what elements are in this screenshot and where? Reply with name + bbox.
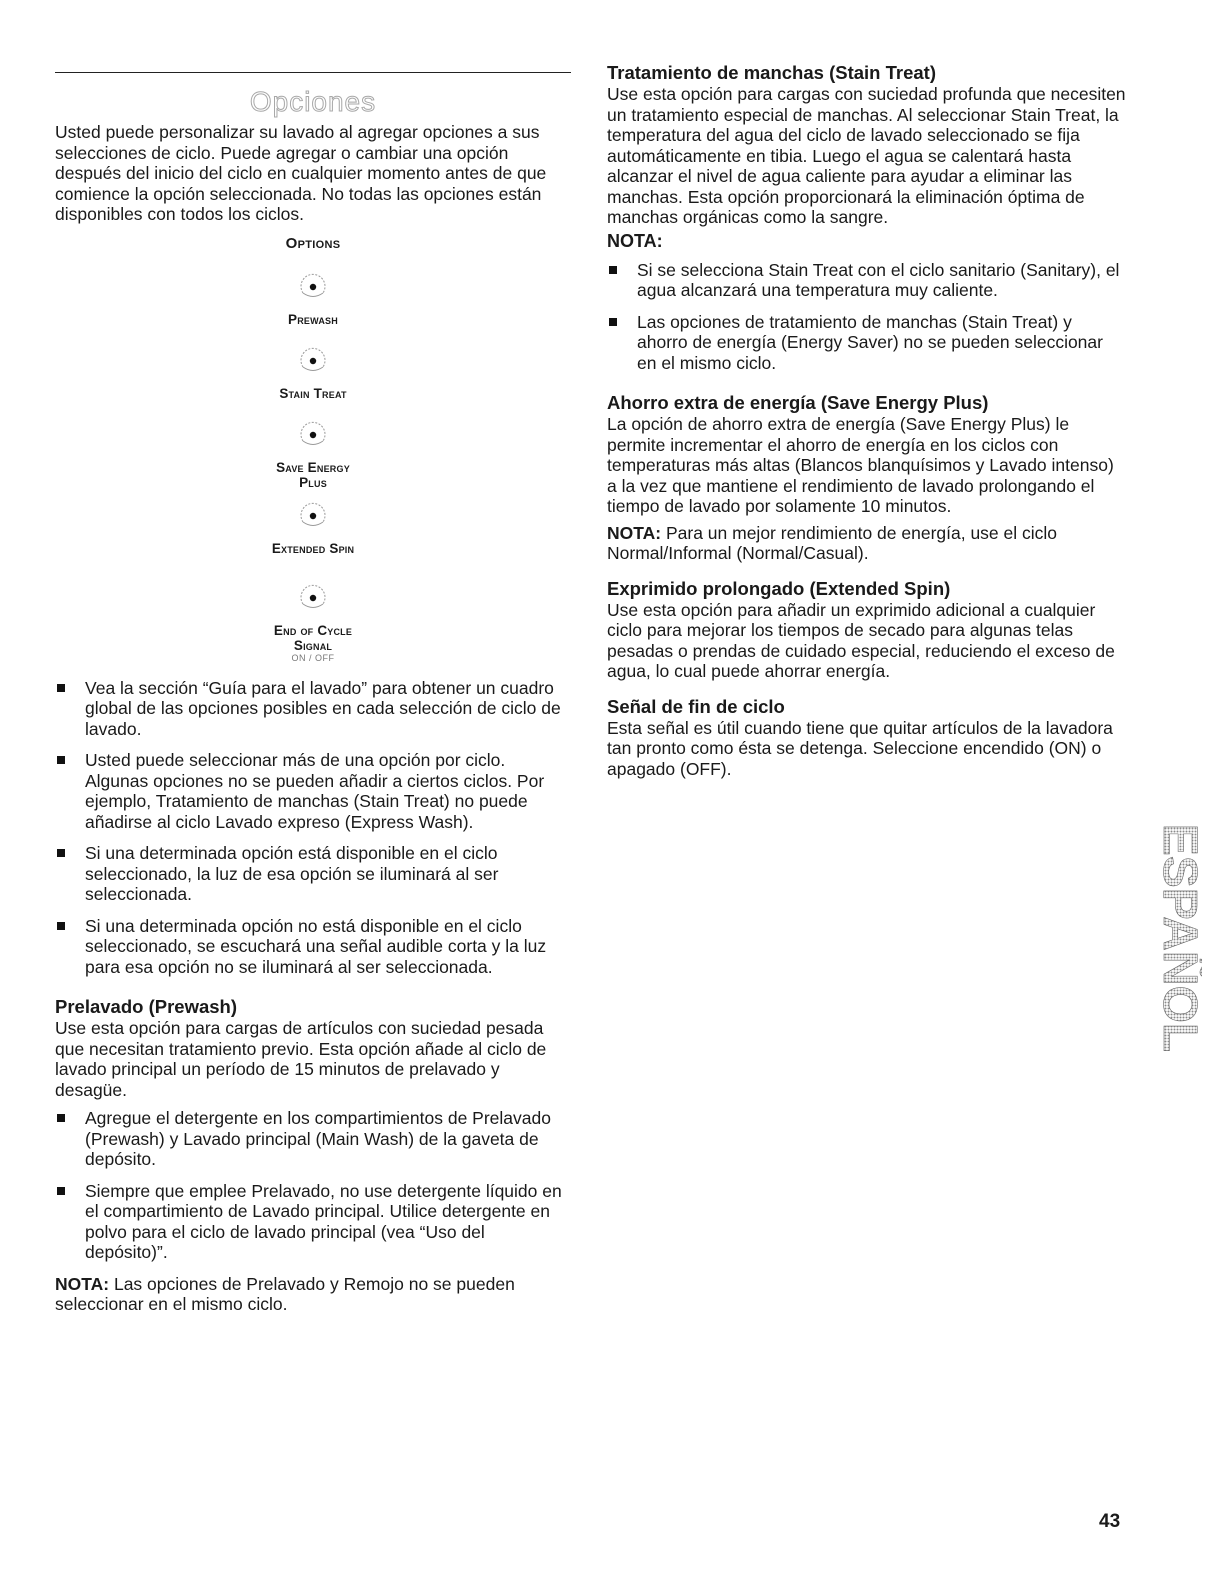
side-tab-text: ESPAÑOL (1153, 823, 1202, 1053)
left-column (55, 86, 571, 1315)
save-energy-heading: Ahorro extra de energía (Save Energy Plus) (607, 392, 989, 413)
note-text: Para un mejor rendimiento de energía, use el ciclo Normal/Informal (Normal/Casual). (607, 522, 1058, 563)
list-item-text: Siempre que emplee Prelavado, no use detergente líquido en el compartimiento de Lavado principal. Utilice detergente en polvo para el ciclo de lavado principal (vea “Uso del depósito)”. (85, 1180, 562, 1262)
option-label-stain-treat: Stain Treat (279, 385, 347, 401)
save-energy-note (607, 523, 1127, 564)
option-label-end-of-cycle-line2: Signal (293, 637, 333, 653)
option-end-of-cycle-signal (55, 578, 571, 664)
language-side-tab (1146, 818, 1202, 1058)
list-item-text: Las opciones de tratamiento de manchas (Stain Treat) y ahorro de energía (Energy Saver) no se pueden seleccionar en el mismo ciclo. (637, 311, 1103, 373)
bullet-square-icon (609, 266, 617, 274)
spacer (607, 564, 1127, 578)
option-label-save-energy-line2: Plus (299, 474, 327, 490)
option-save-energy-plus (55, 415, 571, 490)
list-item (55, 1181, 571, 1263)
options-panel-title: Options (285, 234, 341, 252)
bullet-square-icon (609, 318, 617, 326)
stain-note-heading: NOTA: (607, 230, 663, 251)
option-label-extended-spin: Extended Spin (271, 540, 355, 556)
spacer (607, 682, 1127, 696)
option-extended-spin (55, 496, 571, 556)
section-title: Opciones (249, 86, 377, 117)
prewash-body: Use esta opción para cargas de artículos con suciedad pesada que necesitan tratamiento previo. Esta opción añade al ciclo de lavado principal un período de 15 minutos de prelavado y desagüe. (55, 1018, 547, 1100)
note-label: NOTA: (607, 522, 662, 543)
prewash-button-icon (293, 267, 333, 307)
extended-spin-body: Use esta opción para añadir un exprimido adicional a cualquier ciclo para mejorar los tiempos de secado para algunas telas pesadas o prendas de cuidado especial, reduciendo el exceso de agua, lo cual puede ahorrar energía. (607, 599, 1115, 681)
option-stain-treat (55, 341, 571, 401)
note-text: Las opciones de Prelavado y Remojo no se pueden seleccionar en el mismo ciclo. (55, 1273, 515, 1314)
list-item (55, 1108, 571, 1170)
stain-treat-heading: Tratamiento de manchas (Stain Treat) (607, 62, 936, 83)
list-item (55, 916, 571, 978)
option-label-save-energy: Save Energy (276, 459, 350, 475)
options-bullet-list (55, 678, 571, 978)
bullet-square-icon (57, 922, 65, 930)
spacer (607, 384, 1127, 392)
prewash-heading: Prelavado (Prewash) (55, 996, 237, 1017)
list-item (55, 750, 571, 832)
stain-treat-body: Use esta opción para cargas con suciedad profunda que necesiten un tratamiento especial de manchas. Al seleccionar Stain Treat, la temperatura del agua del ciclo de lavado seleccionado se fija automáticamente en tibia. Luego el agua se calentará hasta alcanzar el nivel de agua caliente para ayudar a eliminar las manchas. Esta opción proporcionará la eliminación óptima de manchas orgánicas como la sangre. (607, 84, 1126, 227)
option-prewash (55, 267, 571, 327)
save-energy-body: La opción de ahorro extra de energía (Save Energy Plus) le permite incrementar el ahorro de energía en los ciclos con temperaturas más altas (Blancos blanquísimos y Lavado intenso) a la vez que mantiene el rendimiento de lavado prolongando el tiempo de lavado por solamente 10 minutos. (607, 414, 1114, 516)
extended-spin-heading: Exprimido prolongado (Extended Spin) (607, 577, 951, 599)
extended-spin-button-icon (293, 496, 333, 536)
page-number: 43 (1099, 1511, 1121, 1532)
option-label-end-of-cycle: End of Cycle (273, 622, 353, 638)
bullet-square-icon (57, 684, 65, 692)
right-column (607, 62, 1127, 779)
list-item (55, 678, 571, 740)
end-of-cycle-button-icon (293, 578, 333, 618)
bullet-square-icon (57, 756, 65, 764)
save-energy-button-icon (293, 415, 333, 455)
bullet-square-icon (57, 1187, 65, 1195)
prewash-note (55, 1274, 571, 1315)
list-item (607, 312, 1127, 374)
list-item-text: Vea la sección “Guía para el lavado” para obtener un cuadro global de las opciones posibles en cada selección de ciclo de lavado. (85, 677, 561, 739)
side-tab-graphic (1146, 818, 1202, 1058)
stain-bullet-list (607, 260, 1127, 374)
list-item (55, 843, 571, 905)
option-sub-on-off: ON / OFF (291, 652, 335, 663)
stain-treat-button-icon (293, 341, 333, 381)
end-signal-body: Esta señal es útil cuando tiene que quitar artículos de la lavadora tan pronto como ésta se detenga. Seleccione encendido (ON) o apagado (OFF). (607, 717, 1113, 779)
intro-paragraph: Usted puede personalizar su lavado al agregar opciones a sus selecciones de ciclo. Puede agregar o cambiar una opción después del inicio del ciclo en cualquier momento antes de que comience la opción seleccionada. No todas las opciones están disponibles con todos los ciclos. (55, 122, 547, 224)
bullet-square-icon (57, 1114, 65, 1122)
note-label: NOTA: (55, 1273, 110, 1294)
list-item-text: Si una determinada opción no está disponible en el ciclo seleccionado, se escuchará una señal audible corta y la luz para esa opción no se iluminará al ser seleccionada. (85, 915, 547, 977)
list-item-text: Si una determinada opción está disponible en el ciclo seleccionado, la luz de esa opción se iluminará al ser seleccionada. (85, 843, 499, 904)
top-rule (55, 72, 571, 73)
options-panel (55, 235, 571, 664)
list-item-text: Agregue el detergente en los compartimientos de Prelavado (Prewash) y Lavado principal (Main Wash) de la gaveta de depósito. (85, 1108, 551, 1169)
end-signal-heading: Señal de fin de ciclo (607, 695, 785, 717)
option-label-prewash: Prewash (288, 311, 338, 327)
list-item-text: Si se selecciona Stain Treat con el ciclo sanitario (Sanitary), el agua alcanzará una temperatura muy caliente. (637, 259, 1120, 300)
spacer (55, 988, 571, 996)
list-item (607, 260, 1127, 301)
prewash-bullet-list (55, 1108, 571, 1263)
bullet-square-icon (57, 849, 65, 857)
list-item-text: Usted puede seleccionar más de una opción por ciclo. Algunas opciones no se pueden añadir a ciertos ciclos. Por ejemplo, Tratamiento de manchas (Stain Treat) no puede añadirse al ciclo Lavado expreso (Express Wash). (85, 750, 545, 832)
